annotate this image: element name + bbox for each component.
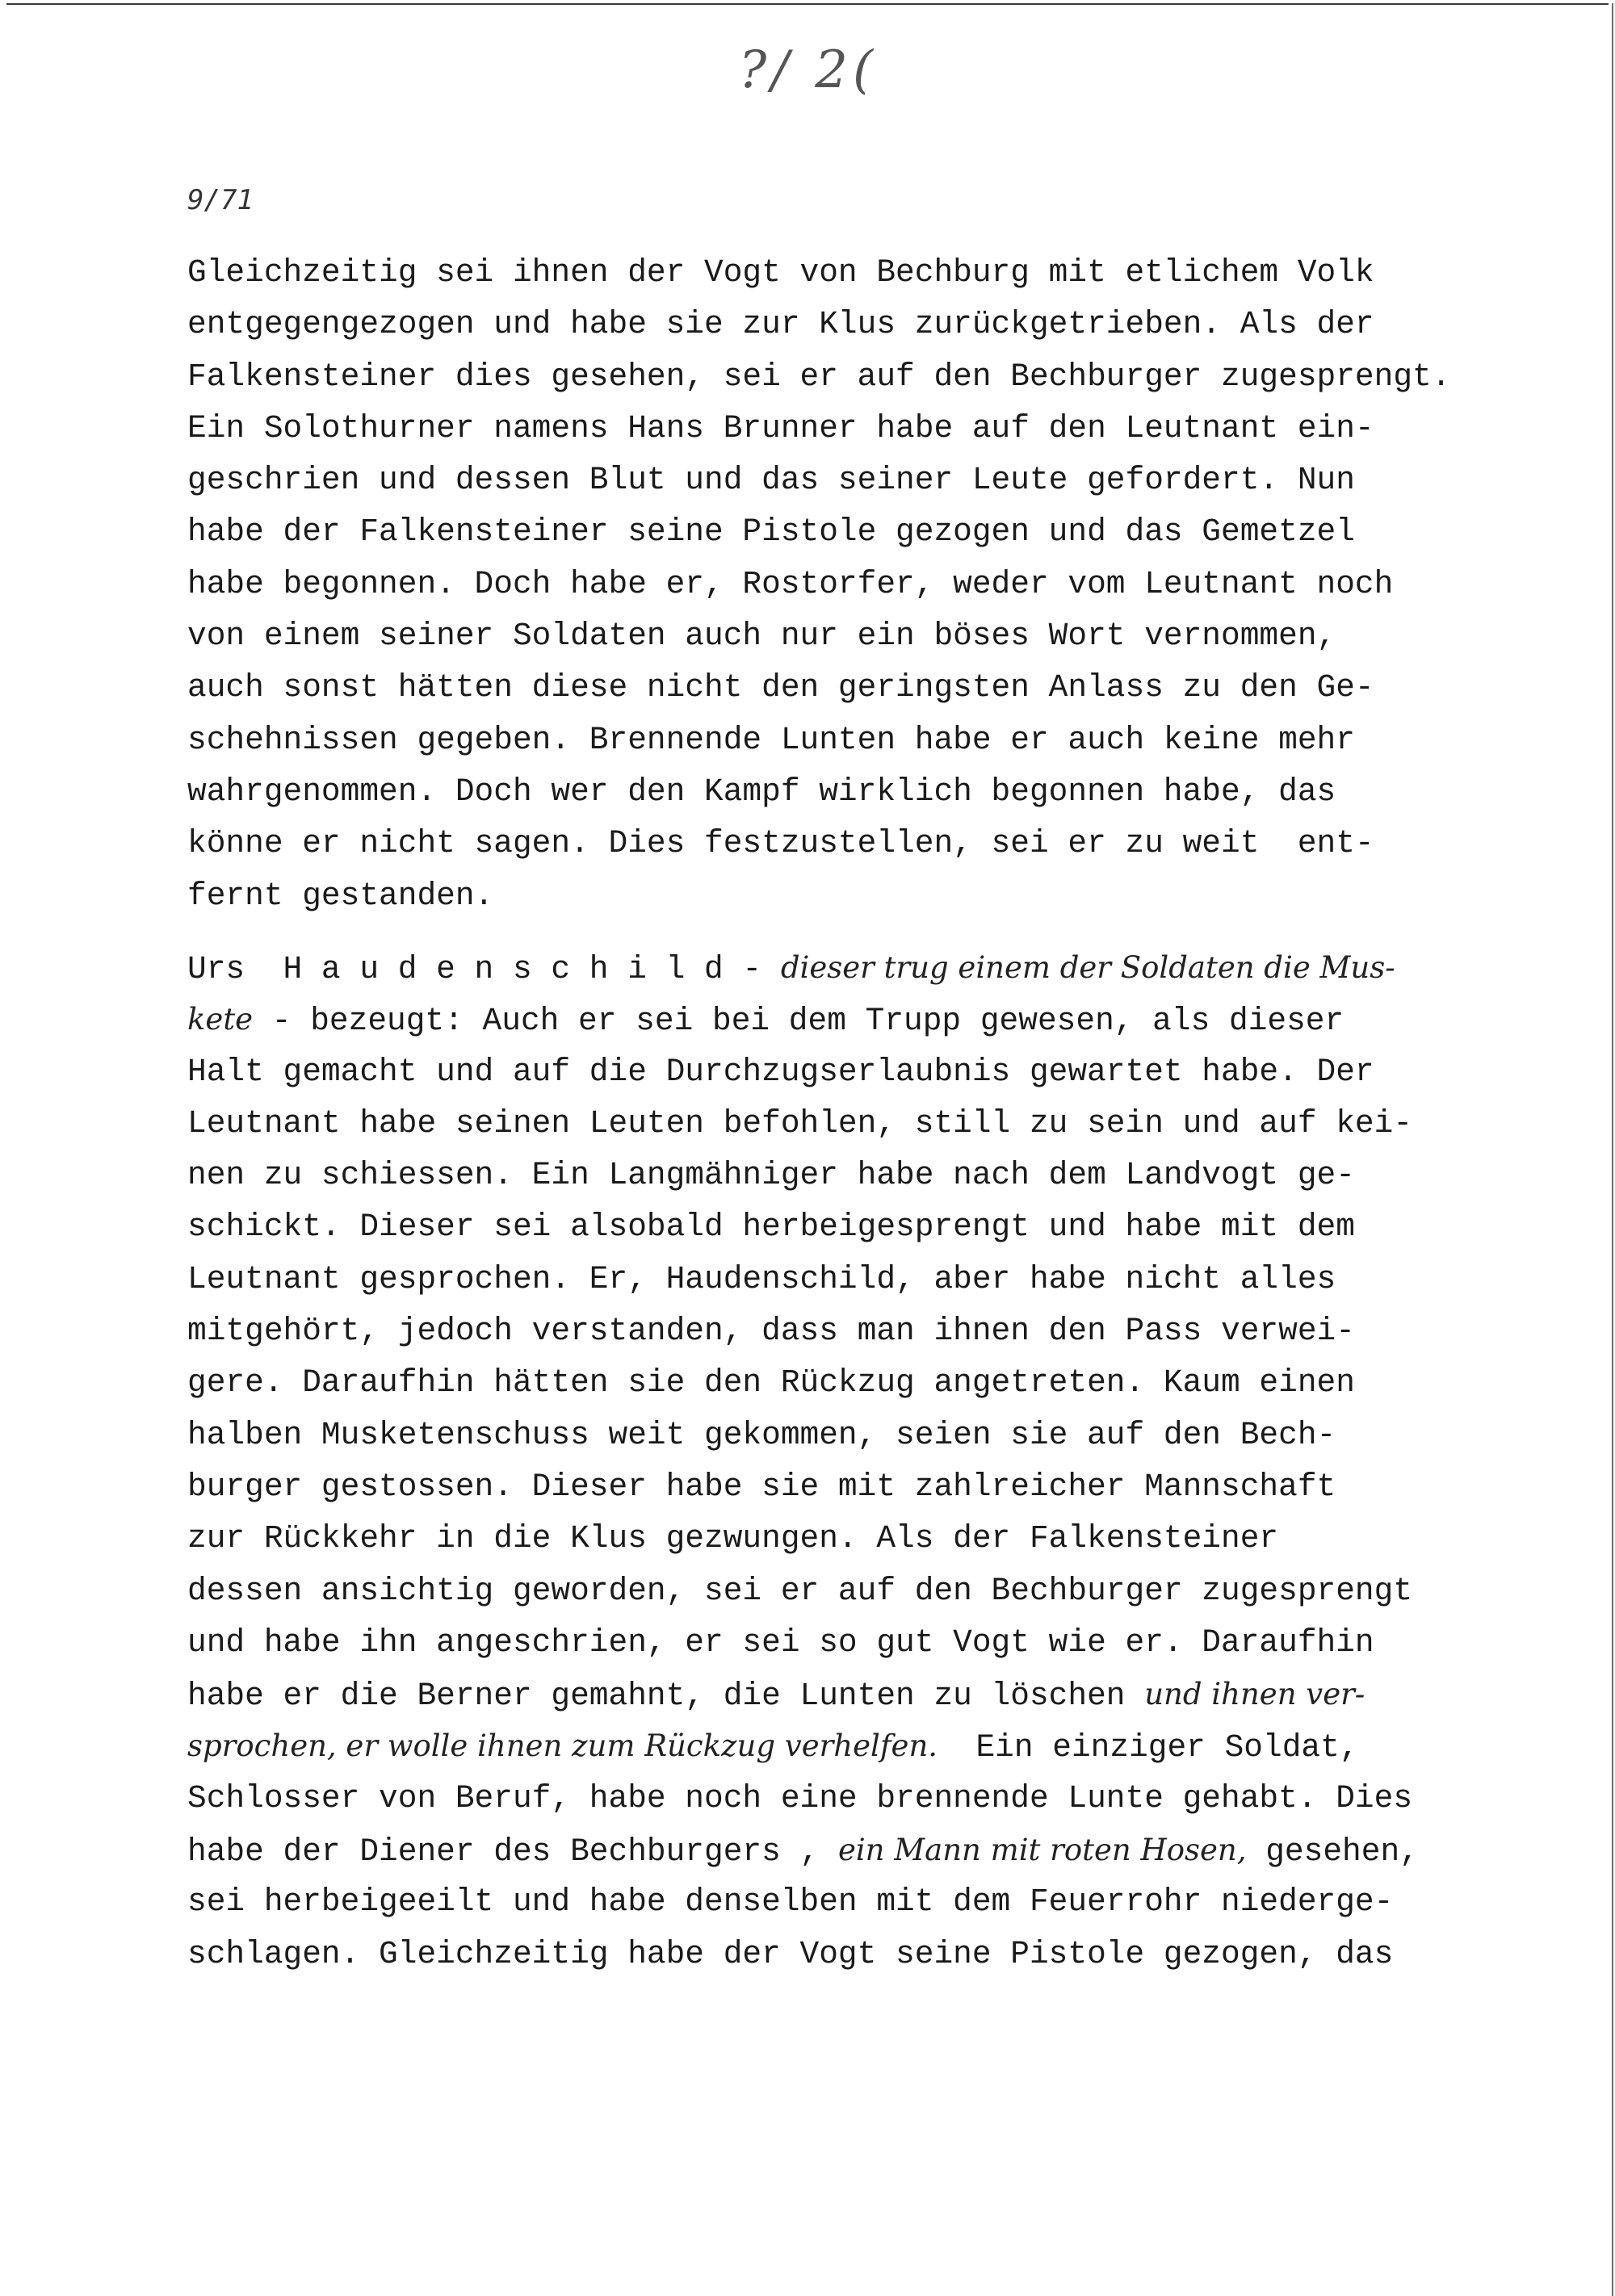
text-line	[187, 1669, 1419, 1720]
text-line: von einem seiner Soldaten auch nur ein böses Wort vernommen,	[187, 618, 1336, 655]
text-line: Gleichzeitig sei ihnen der Vogt von Bechburg mit etlichem Volk	[187, 254, 1374, 291]
text-line	[187, 1720, 1419, 1772]
text-line: geschrien und dessen Blut und das seiner Leute gefordert. Nun	[187, 462, 1355, 499]
text-line: fernt gestanden.	[187, 877, 494, 914]
text-line: auch sonst hätten diese nicht den geringsten Anlass zu den Ge-	[187, 669, 1374, 706]
text-line: und habe ihn angeschrien, er sei so gut Vogt wie er. Daraufhin	[187, 1624, 1374, 1661]
text-line: schickt. Dieser sei alsobald herbeigesprengt und habe mit dem	[187, 1209, 1355, 1246]
text-line: gere. Daraufhin hätten sie den Rückzug angetreten. Kaum einen	[187, 1364, 1355, 1401]
text-line: habe begonnen. Doch habe er, Rostorfer, weder vom Leutnant noch	[187, 565, 1394, 602]
text-line: entgegengezogen und habe sie zur Klus zurückgetrieben. Als der	[187, 306, 1374, 343]
text-line: schehnissen gegeben. Brennende Lunten habe er auch keine mehr	[187, 721, 1355, 758]
text-line: Leutnant habe seinen Leuten befohlen, still zu sein und auf kei-	[187, 1104, 1413, 1142]
paragraph-2	[187, 942, 1419, 1980]
scan-border-top	[6, 3, 1609, 5]
paragraph-1	[187, 247, 1450, 922]
dash: -	[723, 951, 781, 987]
text-line: habe der Falkensteiner seine Pistole gezogen und das Gemetzel	[187, 513, 1355, 551]
text-line	[187, 994, 1419, 1045]
text-line: Halt gemacht und auf die Durchzugserlaubnis gewartet habe. Der	[187, 1053, 1374, 1090]
text-line	[187, 942, 1419, 994]
text-line: Ein Solothurner namens Hans Brunner habe auf den Leutnant ein-	[187, 409, 1374, 446]
text-line: zur Rückkehr in die Klus gezwungen. Als der Falkensteiner	[187, 1520, 1279, 1557]
typed-text: - bezeugt: Auch er sei bei dem Trupp gewesen, als dieser	[253, 1003, 1344, 1040]
text-line: sei herbeigeeilt und habe denselben mit dem Feuerrohr niederge-	[187, 1883, 1394, 1921]
text-line: mitgehört, jedoch verstanden, dass man ihnen den Pass verwei-	[187, 1313, 1355, 1350]
handwritten-insert: und ihnen ver-	[1144, 1677, 1365, 1712]
text-line: halben Musketenschuss weit gekommen, seien sie auf den Bech-	[187, 1416, 1336, 1453]
page-number: 9/71	[187, 184, 254, 216]
typed-text: Ein einziger Soldat,	[938, 1729, 1359, 1766]
handwritten-insert: ein Mann mit roten Hosen,	[837, 1833, 1247, 1868]
typed-text: habe er die Berner gemahnt, die Lunten zu löschen	[187, 1678, 1145, 1715]
handwritten-insert: sprochen, er wolle ihnen zum Rückzug verhelfen.	[187, 1728, 938, 1764]
text-line: burger gestossen. Dieser habe sie mit zahlreicher Mannschaft	[187, 1468, 1336, 1505]
text-line: wahrgenommen. Doch wer den Kampf wirklich begonnen habe, das	[187, 773, 1336, 810]
typed-text: habe der Diener des Bechburgers ,	[187, 1833, 838, 1871]
witness-name: Urs H a u d e n s c h i l d	[187, 951, 724, 987]
scan-border-right	[1612, 3, 1613, 2296]
text-line	[187, 1825, 1419, 1876]
handwritten-insert: kete	[187, 1002, 254, 1037]
text-line: schlagen. Gleichzeitig habe der Vogt seine Pistole gezogen, das	[187, 1935, 1394, 1972]
text-line: Schlosser von Beruf, habe noch eine brennende Lunte gehabt. Dies	[187, 1779, 1413, 1816]
typed-text: gesehen,	[1246, 1833, 1419, 1871]
handwritten-insert: dieser trug einem der Soldaten die Mus-	[780, 950, 1395, 985]
text-line: dessen ansichtig geworden, sei er auf den Bechburger zugesprengt	[187, 1572, 1413, 1609]
text-line: Leutnant gesprochen. Er, Haudenschild, aber habe nicht alles	[187, 1260, 1336, 1297]
text-line: könne er nicht sagen. Dies festzustellen, sei er zu weit ent-	[187, 825, 1374, 862]
text-line: nen zu schiessen. Ein Langmähniger habe nach dem Landvogt ge-	[187, 1157, 1355, 1194]
handwritten-annotation: ?/ 2(	[739, 40, 878, 100]
text-line: Falkensteiner dies gesehen, sei er auf den Bechburger zugesprengt.	[187, 358, 1451, 395]
